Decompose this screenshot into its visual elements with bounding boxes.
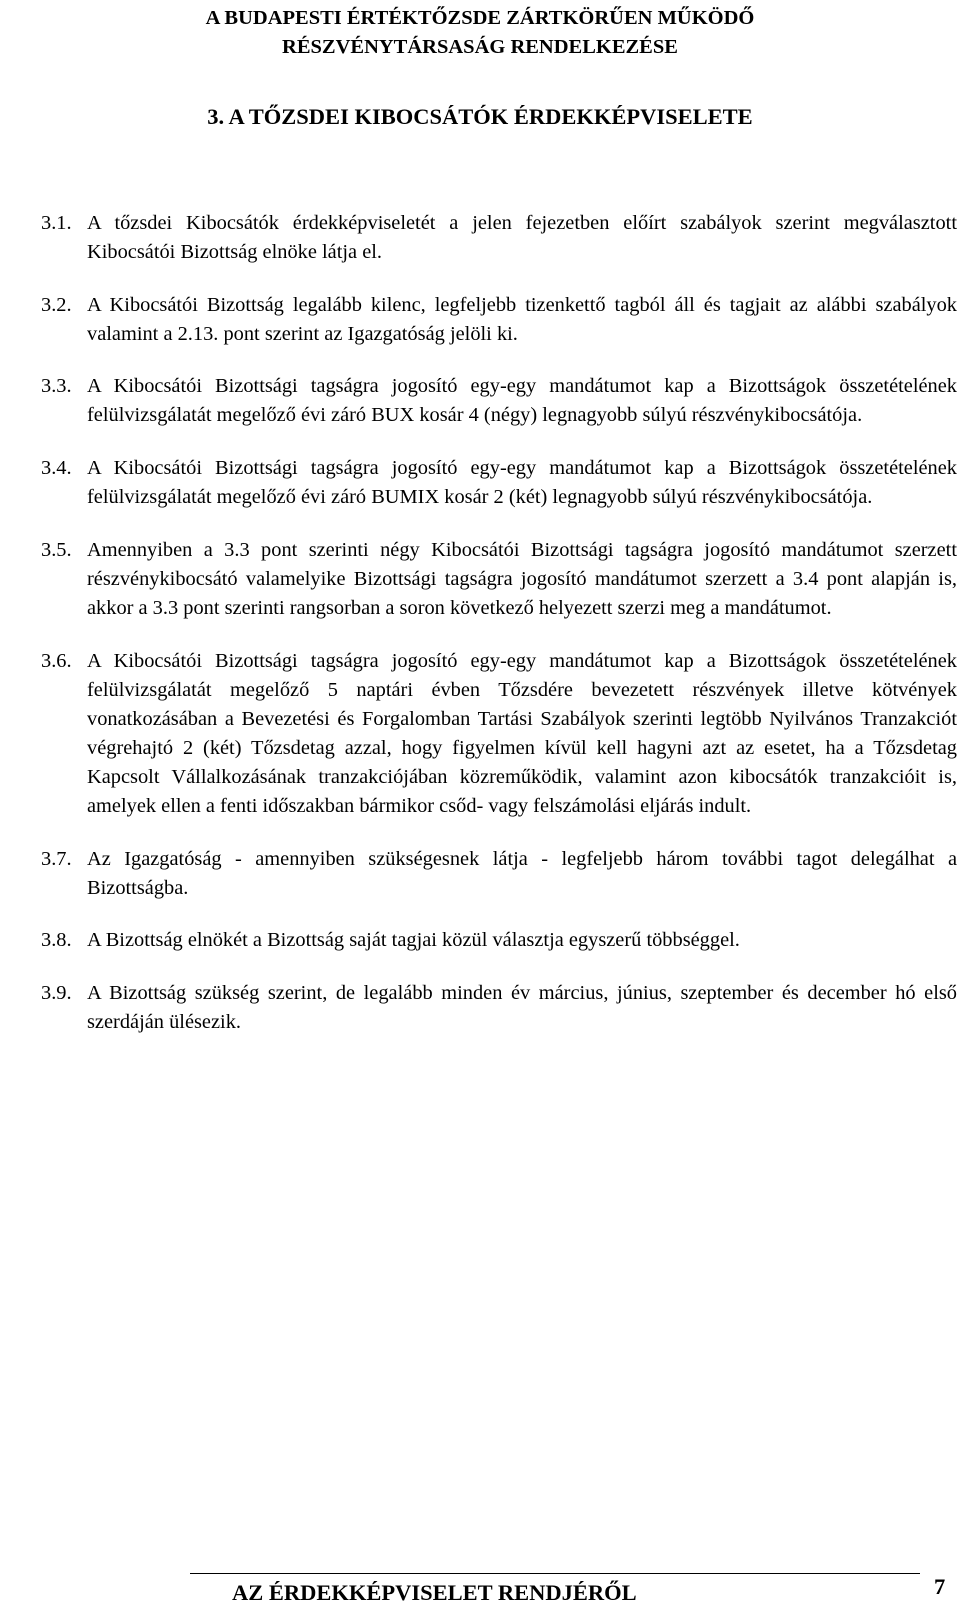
section-number: 3.9. <box>41 981 72 1004</box>
chapter-title: 3. A TŐZSDEI KIBOCSÁTÓK ÉRDEKKÉPVISELETE <box>207 104 753 129</box>
document-header <box>0 4 960 62</box>
header-line-1: A BUDAPESTI ÉRTÉKTŐZSDE ZÁRTKÖRŰEN MŰKÖDŐ <box>205 7 755 29</box>
section-text: A Kibocsátói Bizottsági tagságra jogosító egy-egy mandátumot kap a Bizottságok összetételének felülvizsgálatát megelőző évi záró BUX kosár 4 (négy) legnagyobb súlyú részvénykibocsátója. <box>87 375 957 427</box>
section-3-3 <box>41 372 957 430</box>
section-number: 3.5. <box>41 538 72 561</box>
section-number: 3.4. <box>41 457 72 480</box>
section-text: A Bizottság elnökét a Bizottság saját tagjai közül választja egyszerű többséggel. <box>87 929 740 952</box>
section-3-8 <box>41 926 957 955</box>
page-number: 7 <box>934 1574 946 1599</box>
section-list <box>41 209 957 1061</box>
section-text: A Kibocsátói Bizottsági tagságra jogosító egy-egy mandátumot kap a Bizottságok összetételének felülvizsgálatát megelőző évi záró BUMIX kosár 2 (két) legnagyobb súlyú részvénykibocsátója. <box>87 457 957 509</box>
section-3-2 <box>41 291 957 349</box>
section-number: 3.2. <box>41 293 72 316</box>
section-text: A Kibocsátói Bizottság legalább kilenc, legfeljebb tizenkettő tagból áll és tagjait az alábbi szabályok valamint a 2.13. pont szerint az Igazgatóság jelöli ki. <box>87 293 957 345</box>
section-text: Az Igazgatóság - amennyiben szükségesnek látja - legfeljebb három további tagot delegálhat a Bizottságba. <box>87 847 957 899</box>
section-3-1 <box>41 209 957 267</box>
footer-divider <box>190 1573 920 1574</box>
section-3-7 <box>41 845 957 903</box>
section-text: A tőzsdei Kibocsátók érdekképviseletét a jelen fejezetben előírt szabályok szerint megválasztott Kibocsátói Bizottság elnöke látja el. <box>87 212 957 264</box>
section-3-9 <box>41 979 957 1037</box>
section-3-6 <box>41 647 957 822</box>
header-line-2: RÉSZVÉNYTÁRSASÁG RENDELKEZÉSE <box>282 36 678 58</box>
section-3-5 <box>41 536 957 623</box>
section-number: 3.6. <box>41 649 72 672</box>
section-text: A Bizottság szükség szerint, de legalább minden év március, június, szeptember és december hó első szerdáján ülésezik. <box>87 981 957 1033</box>
section-3-4 <box>41 454 957 512</box>
section-text: A Kibocsátói Bizottsági tagságra jogosító egy-egy mandátumot kap a Bizottságok összetételének felülvizsgálatát megelőző 5 naptári évben Tőzsdére bevezetett részvények illetve kötvények vonatkozásában a Bevezetési és Forgalomban Tartási Szabályok szerinti legtöbb Nyilvános Tranzakciót végrehajtó 2 (két) Tőzsdetag azzal, hogy figyelmen kívül kell hagyni azt az esetet, ha a Tőzsdetag Kapcsolt Vállalkozásának tranzakciójában közreműködik, valamint azon kibocsátók tranzakcióit is, amelyek ellen a fenti időszakban bármikor csőd- vagy felszámolási eljárás indult. <box>87 649 957 817</box>
section-text: Amennyiben a 3.3 pont szerinti négy Kibocsátói Bizottsági tagságra jogosító mandátumot szerzett részvénykibocsátó valamelyike Bizottsági tagságra jogosító mandátumot szerzett a 3.4 pont alapján is, akkor a 3.3 pont szerinti rangsorban a soron következő helyezett szerzi meg a mandátumot. <box>87 538 957 619</box>
section-number: 3.1. <box>41 212 72 234</box>
section-number: 3.3. <box>41 375 72 398</box>
section-number: 3.7. <box>41 847 72 870</box>
footer-title: AZ ÉRDEKKÉPVISELET RENDJÉRŐL <box>232 1580 637 1605</box>
section-number: 3.8. <box>41 929 72 952</box>
